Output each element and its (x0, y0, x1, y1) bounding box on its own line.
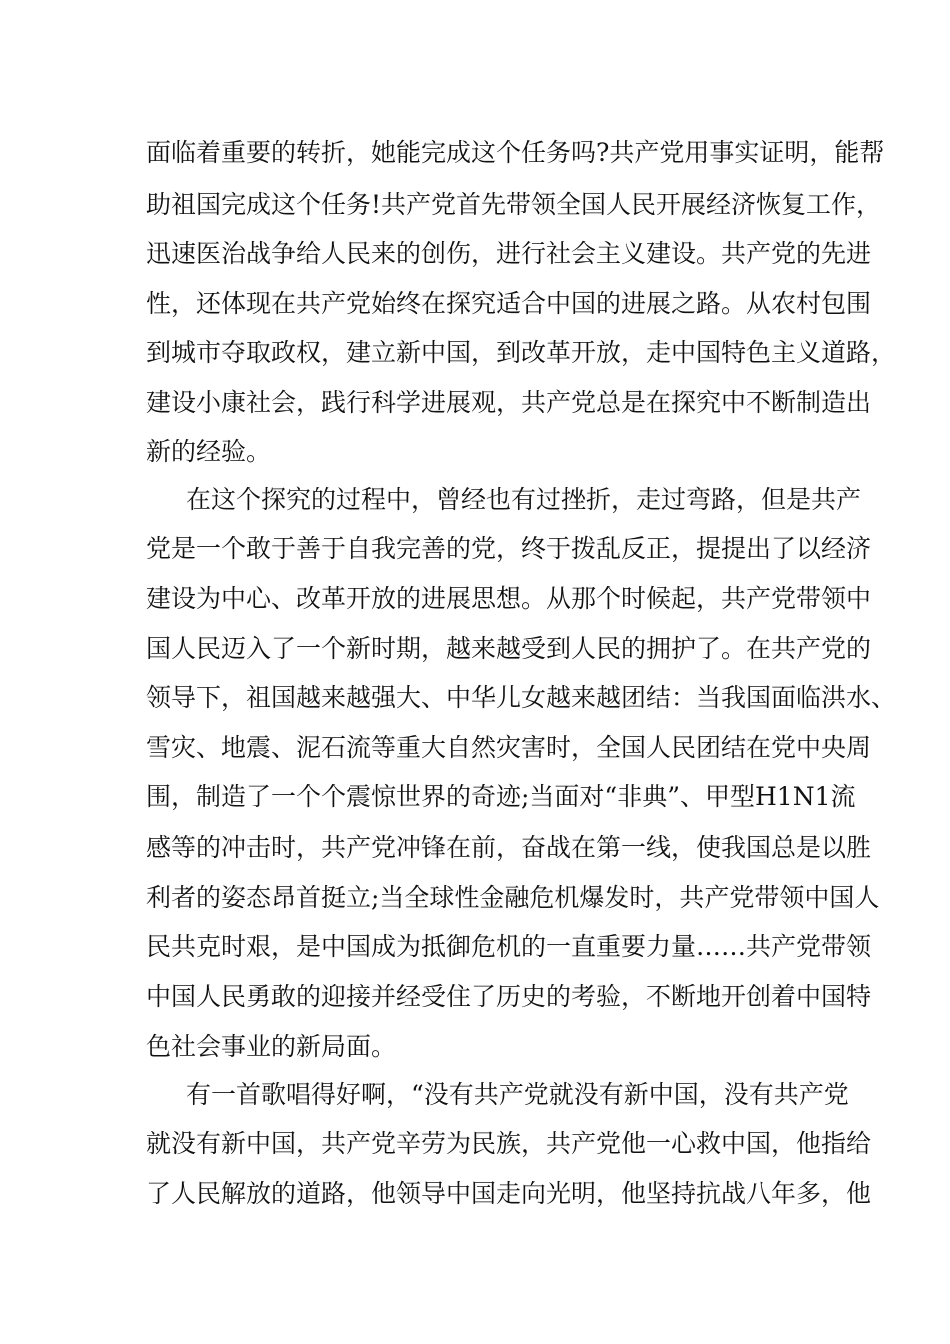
text-line: 性，还体现在共产党始终在探究适合中国的进展之路。从农村包围 (146, 289, 872, 318)
text-line: 了人民解放的道路，他领导中国走向光明，他坚持抗战八年多，他 (146, 1179, 872, 1208)
text-line: 助祖国完成这个任务!共产党首先带领全国人民开展经济恢复工作， (146, 190, 882, 219)
text-line: 围，制造了一个个震惊世界的奇迹;当面对“非典”、甲型H1N1流 (146, 782, 856, 811)
text-line: 党是一个敢于善于自我完善的党，终于拨乱反正，提提出了以经济 (146, 534, 872, 563)
text-line: 面临着重要的转折，她能完成这个任务吗?共产党用事实证明，能帮 (146, 138, 885, 167)
text-line: 新的经验。 (146, 437, 272, 466)
text-line: 利者的姿态昂首挺立;当全球性金融危机爆发时，共产党带领中国人 (146, 883, 880, 912)
text-line: 在这个探究的过程中，曾经也有过挫折，走过弯路，但是共产 (186, 485, 862, 514)
text-line: 雪灾、地震、泥石流等重大自然灾害时，全国人民团结在党中央周 (146, 733, 872, 762)
text-line: 建设小康社会，践行科学进展观，共产党总是在探究中不断制造出 (146, 388, 872, 417)
text-line: 领导下，祖国越来越强大、中华儿女越来越团结：当我国面临洪水、 (146, 683, 897, 712)
text-line: 就没有新中国，共产党辛劳为民族，共产党他一心救中国，他指给 (146, 1129, 872, 1158)
text-line: 国人民迈入了一个新时期，越来越受到人民的拥护了。在共产党的 (146, 634, 872, 663)
text-line: 感等的冲击时，共产党冲锋在前，奋战在第一线，使我国总是以胜 (146, 833, 872, 862)
text-line: 建设为中心、改革开放的进展思想。从那个时候起，共产党带领中 (146, 584, 872, 613)
text-line: 迅速医治战争给人民来的创伤，进行社会主义建设。共产党的先进 (146, 239, 872, 268)
text-line: 民共克时艰，是中国成为抵御危机的一直重要力量……共产党带领 (146, 932, 872, 961)
text-line: 中国人民勇敢的迎接并经受住了历史的考验，不断地开创着中国特 (146, 982, 872, 1011)
text-line: 到城市夺取政权，建立新中国，到改革开放，走中国特色主义道路， (146, 338, 897, 367)
text-line: 有一首歌唱得好啊，“没有共产党就没有新中国，没有共产党 (186, 1080, 849, 1109)
text-line: 色社会事业的新局面。 (146, 1032, 397, 1061)
